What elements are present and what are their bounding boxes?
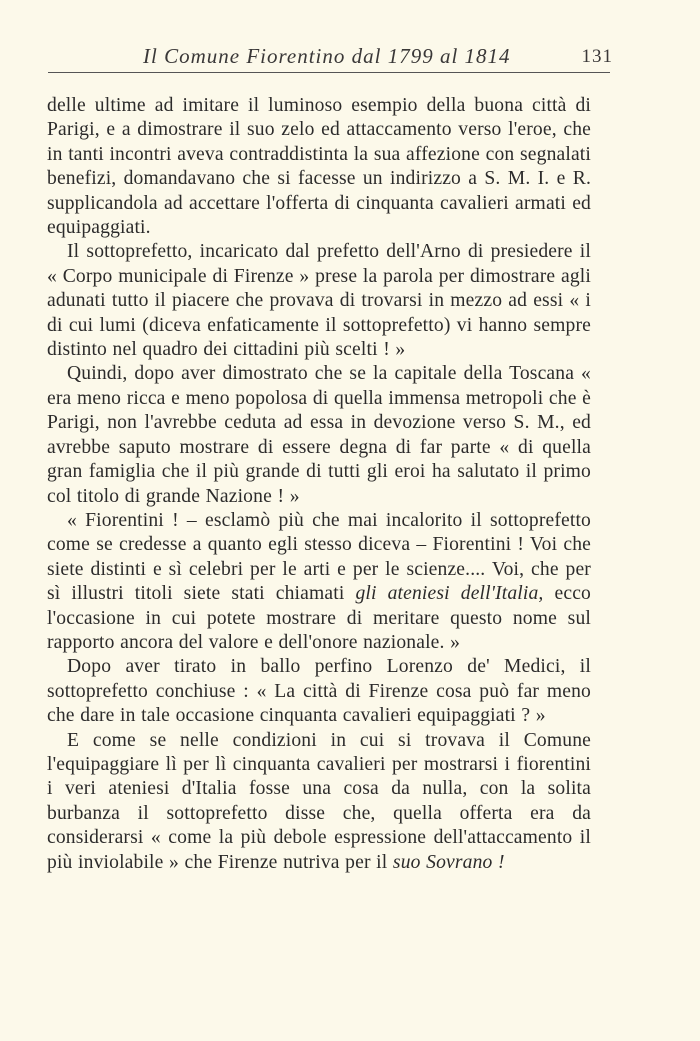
paragraph-text: Il sottoprefetto, incaricato dal prefetto dell'Arno di presiedere il « Corpo municipale di Firenze » prese la parola per dimostrare agli adunati tutto il piacere che provava di trovarsi in mezzo ad essi « i di cui lumi (diceva enfaticamente il sottoprefetto) vi hanno sempre distinto nel quadro dei cittadini più scelti ! »: [47, 241, 591, 361]
paragraph: [47, 240, 591, 362]
body-text: [47, 94, 591, 875]
paragraph-text: delle ultime ad imitare il luminoso esempio della buona città di Parigi, e a dimostrare il suo zelo ed attaccamento verso l'eroe, che in tanti incontri aveva contraddistinta la sua affezione con segnalati benefizi, domandavano che si facesse un indirizzo a S. M. I. e R. supplicandola ad accettare l'offerta di cinquanta cavalieri armati ed equipaggiati.: [47, 95, 591, 239]
paragraph-text: ecco l'occasione in cui potete mostrare di meritare questo nome sul rapporto ancora del valore e dell'onore nazionale. »: [47, 583, 591, 653]
paragraph-text: Quindi, dopo aver dimostrato che se la capitale della Toscana « era meno ricca e meno popolosa di quella immensa metropoli che è Parigi, non l'avrebbe ceduta ad essa in devozione verso S. M., ed avrebbe saputo mostrare di essere degna di far parte « di quella gran famiglia che il più grande di tutti gli eroi ha salutato il primo col titolo di grande Nazione ! »: [47, 363, 591, 507]
header-rule: [48, 72, 610, 73]
paragraph: [47, 729, 591, 875]
italic-phrase: suo Sovrano !: [392, 851, 505, 873]
italic-phrase: gli ateniesi dell'Italia,: [355, 583, 544, 605]
paragraph: [47, 362, 591, 508]
page-number: 131: [581, 46, 613, 67]
paragraph: [47, 655, 591, 728]
running-head: [48, 44, 613, 74]
paragraph: [47, 509, 591, 655]
paragraph-text: Dopo aver tirato in ballo perfino Lorenzo de' Medici, il sottoprefetto conchiuse : « La città di Firenze cosa può far meno che dare in tale occasione cinquanta cavalieri equipaggiati ? »: [47, 656, 591, 727]
running-title: Il Comune Fiorentino dal 1799 al 1814: [143, 44, 511, 68]
paragraph: [47, 94, 591, 240]
paragraph-text: E come se nelle condizioni in cui si trovava il Comune l'equipaggiare lì per lì cinquanta cavalieri per mostrarsi i fiorentini i veri ateniesi d'Italia fosse una cosa da nulla, con la solita burbanza il sottoprefetto disse che, quella offerta era da considerarsi « come la più debole espressione dell'attaccamento il più inviolabile » che Firenze nutriva per il: [47, 729, 591, 873]
paragraph-text: « Fiorentini ! – esclamò più che mai incalorito il sottoprefetto come se credesse a quanto egli stesso diceva – Fiorentini ! Voi che siete distinti e sì celebri per le arti e per le scienze.... Voi, che per sì illustri titoli siete stati chiamati: [47, 509, 591, 605]
